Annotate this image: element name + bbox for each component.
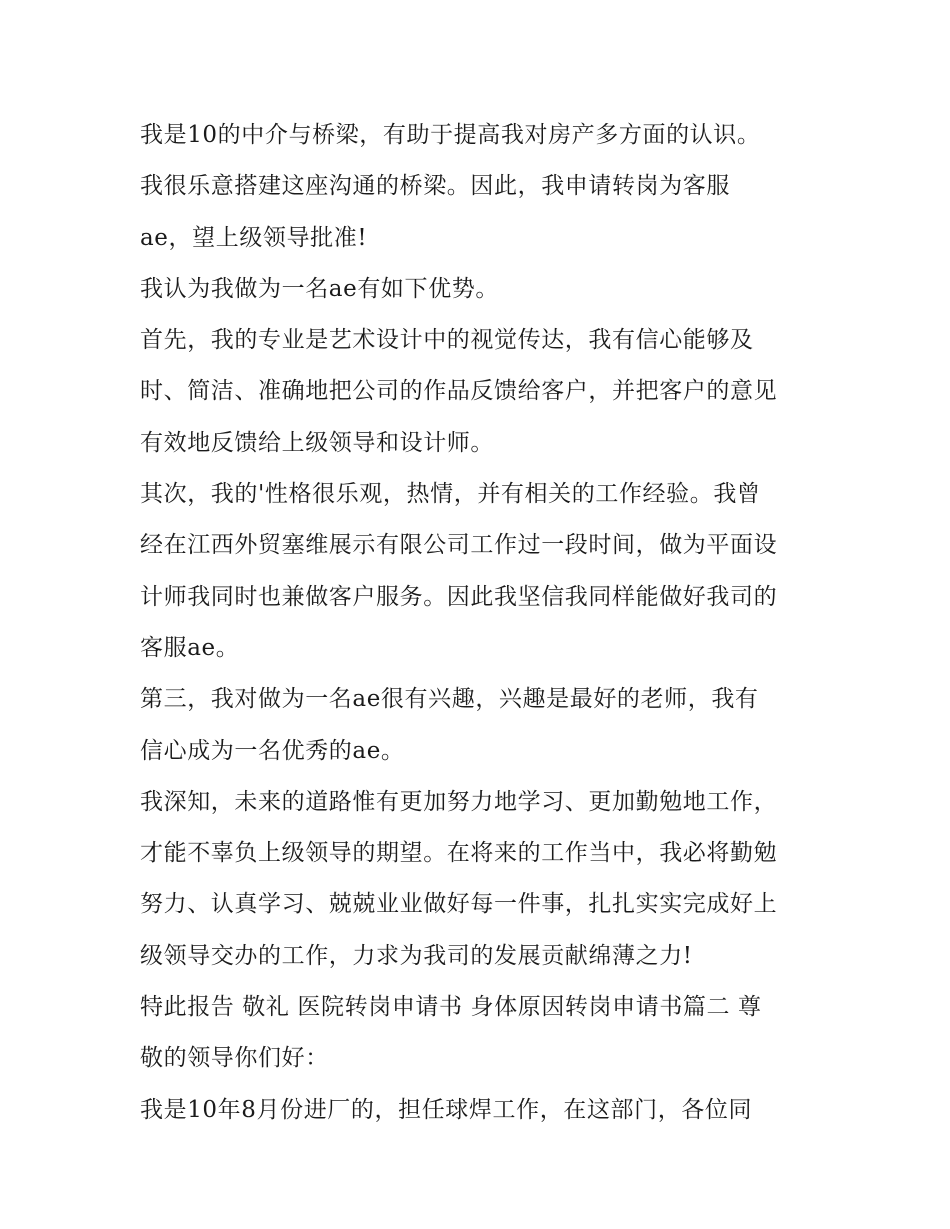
text-line-10: 计师我同时也兼做客户服务。因此我坚信我同样能做好我司的 bbox=[140, 583, 778, 610]
text-line-18: 特此报告 敬礼 医院转岗申请书 身体原因转岗申请书篇二 尊 bbox=[140, 994, 762, 1021]
text-line-12: 第三，我对做为一名ae很有兴趣，兴趣是最好的老师，我有 bbox=[140, 686, 759, 713]
text-line-14: 我深知，未来的道路惟有更加努力地学习、更加勤勉地工作， bbox=[140, 788, 778, 815]
text-line-5: 首先，我的专业是艺术设计中的视觉传达，我有信心能够及 bbox=[140, 327, 754, 354]
text-line-16: 努力、认真学习、兢兢业业做好每一件事，扎扎实实完成好上 bbox=[140, 891, 778, 918]
text-line-9: 经在江西外贸塞维展示有限公司工作过一段时间，做为平面设 bbox=[140, 532, 778, 559]
text-line-8: 其次，我的'性格很乐观，热情，并有相关的工作经验。我曾 bbox=[140, 481, 761, 508]
text-line-19: 敬的领导你们好： bbox=[140, 1045, 329, 1072]
text-line-6: 时、简洁、准确地把公司的作品反馈给客户，并把客户的意见 bbox=[140, 378, 778, 405]
text-line-2: 我很乐意搭建这座沟通的桥梁。因此，我申请转岗为客服 bbox=[140, 173, 730, 200]
text-line-20: 我是10年8月份进厂的，担任球焊工作，在这部门，各位同 bbox=[140, 1096, 753, 1123]
text-line-7: 有效地反馈给上级领导和设计师。 bbox=[140, 429, 494, 456]
text-line-11: 客服ae。 bbox=[140, 634, 240, 661]
text-line-15: 才能不辜负上级领导的期望。在将来的工作当中，我必将勤勉 bbox=[140, 840, 778, 867]
text-line-1: 我是10的中介与桥梁，有助于提高我对房产多方面的认识。 bbox=[140, 122, 761, 148]
document-body bbox=[140, 110, 830, 1136]
text-line-13: 信心成为一名优秀的ae。 bbox=[140, 737, 405, 764]
text-line-17: 级领导交办的工作，力求为我司的发展贡献绵薄之力! bbox=[140, 942, 693, 969]
text-line-3: ae，望上级领导批准! bbox=[140, 224, 368, 251]
text-line-4: 我认为我做为一名ae有如下优势。 bbox=[140, 275, 499, 302]
